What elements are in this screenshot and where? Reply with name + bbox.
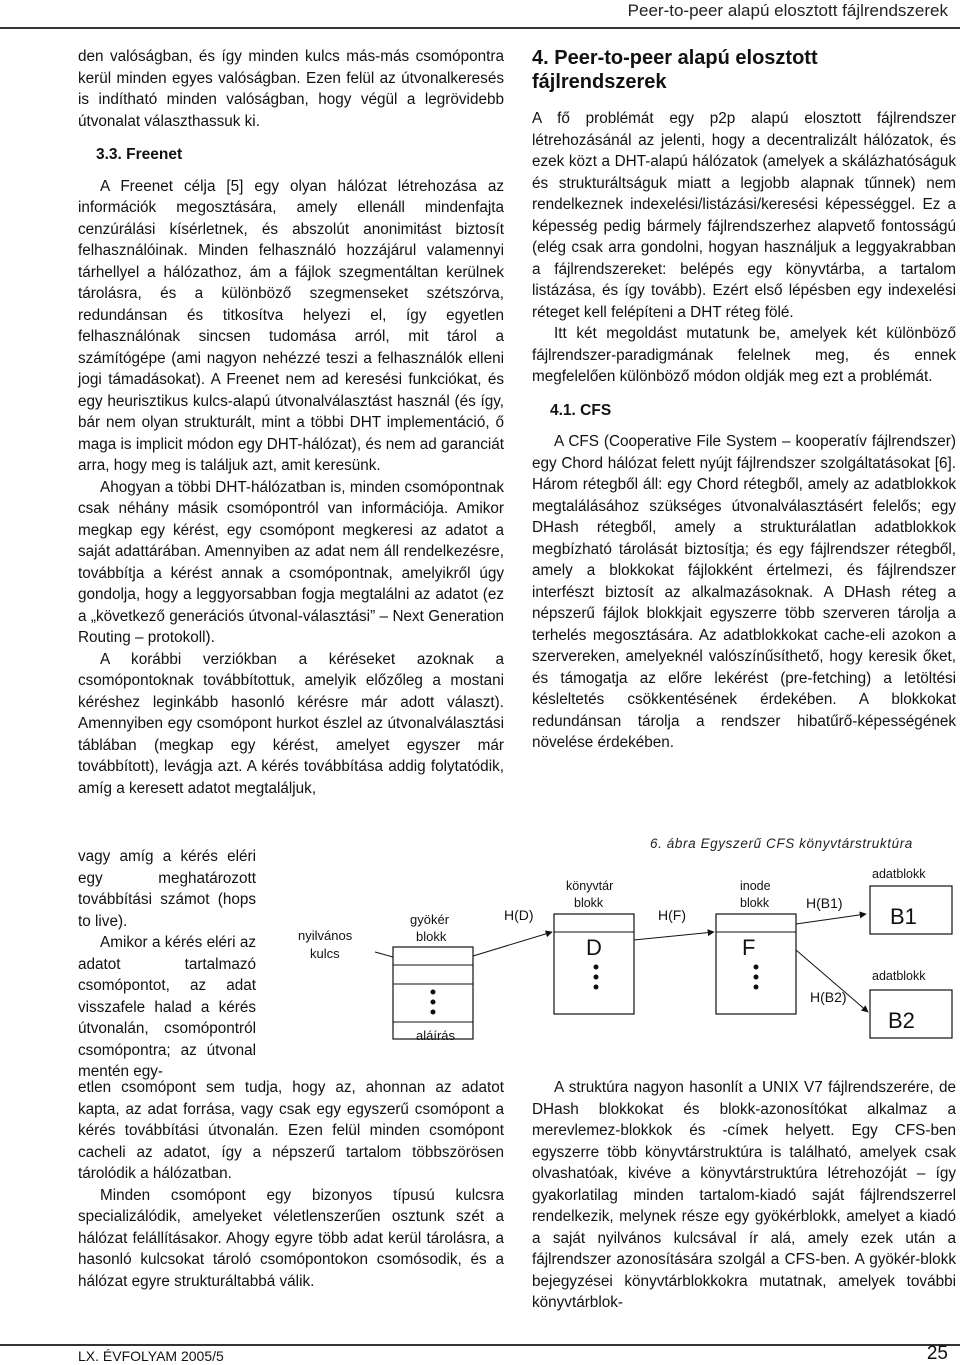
inode-letter: F xyxy=(742,935,756,960)
right-paragraph-4: A struktúra nagyon hasonlít a UNIX V7 fájlrendszerére, de DHash blokkokat és blokk-azonosítókat alkalmaz a merevlemez-blokkok és -címek helyett. Egy CFS-ben egyszerre több könyvtárstruktúra is található, amelyek csak olvashatóak, kivéve a könyvtárstruktúra létrehozóját – így gyakorlatilag minden tartalom-kiadó saját fájlrendszerrel rendelkezik, melynek része egy gyökérblokk, amelyet a kiadó a saját nyilvános kulcsával ír alá, amely ezek után a fájlrendszer azonosítására szolgál a CFS-ben. A gyökér-blokk bejegyzései könyvtárblokkokra mutatnak, amelyek további könyvtárblok- xyxy=(532,1079,956,1311)
inode-label-1: inode xyxy=(740,879,771,893)
hf-arrow xyxy=(634,932,714,940)
cfs-subheading: 4.1. CFS xyxy=(550,401,612,419)
public-key-line xyxy=(375,952,393,957)
figure-caption: 6. ábra Egyszerű CFS könyvtárstruktúra xyxy=(650,836,913,851)
dir-dot-1 xyxy=(594,965,599,970)
public-key-label-2: kulcs xyxy=(310,946,340,961)
hb1-label: H(B1) xyxy=(806,895,843,911)
root-dot-1 xyxy=(431,990,436,995)
b2-letter: B2 xyxy=(888,1008,915,1033)
dir-dot-3 xyxy=(594,985,599,990)
right-paragraph-1: A fő problémát egy p2p alapú elosztott fájlrendszer létrehozásánál az jelenti, hogy a decentralizált hálózatok, és ezek közt a DHT-alapú hálózatok (amelyek a skálázhatóságuk és strukturáltságuk miatt a legjobb alapnak tűnnek) nem rendelkeznek indexelési/listázási/keresési képességgel. Ez a képesség pedig bármely fájlrendszerhez alapvető fontosságú (elég csak arra gondolni, hogyan használjuk a leggyakrabban a fájlrendszereket: belépés egy könyvtárba, a tartalom listázása, és így tovább). Ezért első lépésben egy indexelési réteget kell felépíteni a DHT réteg fölé. xyxy=(532,110,956,321)
left-paragraph-1: den valóságban, és így minden kulcs más-más csomópontra kerül minden egyes valóságban. Ezen felül az útvonalkeresés is indítható minden valóságban, hogy végül a legrövidebb útvonalat választhassuk ki. xyxy=(78,48,504,130)
data-block-label-2: adatblokk xyxy=(872,969,926,983)
footer-rule xyxy=(0,1344,960,1346)
page-number: 25 xyxy=(926,1343,948,1364)
inode-dot-3 xyxy=(754,985,759,990)
root-block-label-2: blokk xyxy=(416,929,447,944)
left-paragraph-3: Ahogyan a többi DHT-hálózatban is, minden csomópontnak csak néhány másik csomópontról van információja. Amikor megkap egy kérést, egy csomópont megkeresi az adatot a saját adattárában. Amennyiben az adat nem áll rendelkezésre, továbbítja a kérést annak a csomópontnak, amelyikről úgy gondolja, hogy a leggyorsabban fogja megtalálni az adatot (ez a „következő generációs útvonal-választási” – Next Generation Routing – protokoll). xyxy=(78,478,504,646)
root-dot-2 xyxy=(431,1000,436,1005)
b1-letter: B1 xyxy=(890,904,917,929)
section-heading: 4. Peer-to-peer alapú elosztott fájlrendszerek xyxy=(532,47,818,93)
public-key-label-1: nyilvános xyxy=(298,928,353,943)
left-column-wrap xyxy=(78,846,256,1083)
data-block-label-1: adatblokk xyxy=(872,867,926,881)
journal-volume: LX. ÉVFOLYAM 2005/5 xyxy=(78,1348,224,1364)
signature-label: aláírás xyxy=(416,1028,456,1043)
hb1-arrow xyxy=(796,914,866,924)
root-dot-3 xyxy=(431,1010,436,1015)
running-title: Peer-to-peer alapú elosztott fájlrendszerek xyxy=(627,1,948,20)
left-paragraph-6: Minden csomópont egy bizonyos típusú kulcsra specializálódik, amelyeket véletlenszerűen osztunk szét a hálózat felállításakor. Ahogy egyre több adat kerül tárolásra, a hasonló kulcsokat tároló csomópontokon csomósodik, és a hálózat egyre strukturáltabbá válik. xyxy=(78,1186,504,1290)
hd-label: H(D) xyxy=(504,907,534,923)
inode-block-box xyxy=(716,914,796,1014)
left-column xyxy=(78,46,504,799)
header-rule xyxy=(0,27,960,29)
left-paragraph-2: A Freenet célja [5] egy olyan hálózat létrehozása az információk megosztására, amely ellenáll mindenfajta cenzúrálási kísérletnek, és abszolút anonimitást biztosít felhasználóinak. Minden felhasználó hozzájárul valamennyi tárhellyel a hálózathoz, ám a fájlok szegmentáltan kerülnek tárolásra, és a különböző szegmenseket szétszórva, redundánsan és titkosítva helyezi el, így egyetlen felhasználónak sincsen tudomása arról, mit tárol a számítógépe (ami nagyon nehézzé teszi a felhasználók elleni jogi támadásokat). A Freenet nem ad keresési funkciókat, és egy heurisztikus kulcs-alapú útvonalválasztást használ (és így, bár nem olyan strukturált, mint a többi DHT implementáció, ő maga is implicit módon egy DHT-hálózat), és nem ad garanciát arra, hogy meg is találjuk azt, amit keresünk. xyxy=(78,177,504,474)
dir-dot-2 xyxy=(594,975,599,980)
left-paragraph-5-wrap: Amikor a kérés eléri az adatot tartalmazó csomópontot, az adat visszafele halad a kérés útvonalán, csomópontról csomópontra; az útvonal mentén egy- xyxy=(78,934,256,1080)
hd-arrow xyxy=(473,932,552,956)
dir-letter: D xyxy=(586,935,602,960)
left-paragraph-4: A korábbi verziókban a kéréseket azoknak a csomópontoknak továbbítottuk, amelyik előzőleg a mostani kéréshez leginkább hasonló kérésre már adott választ). Amennyiben egy csomópont hurkot észlel az útvonalválasztási táblában (megkap egy kérést, amelyet egyszer már továbbított), levágja azt. A kérés továbbítása addig folytatódik, amíg a keresett adatot megtaláljuk, xyxy=(78,650,504,797)
dir-block-label-1: könyvtár xyxy=(566,879,614,893)
left-paragraph-4-wrap: vagy amíg a kérés eléri egy meghatározott továbbítási számot (hops to live). xyxy=(78,848,256,930)
left-paragraph-5-rest: etlen csomópont sem tudja, hogy az, ahonnan az adatot kapta, az adat forrása, vagy csak egy egyszerű csomópont a kérés továbbítási útvonalán. Ezen felül minden csomópont cacheli az adatot, így a népszerű tartalom többszörösen tárolódik a hálózatban. xyxy=(78,1079,504,1182)
dir-block-label-2: blokk xyxy=(574,896,604,910)
inode-dot-2 xyxy=(754,975,759,980)
cfs-directory-figure xyxy=(258,862,958,1082)
freenet-subheading: 3.3. Freenet xyxy=(96,146,183,163)
left-column-bottom xyxy=(78,1077,504,1292)
root-block-label-1: gyökér xyxy=(410,912,450,927)
right-column-bottom xyxy=(532,1077,956,1314)
dir-block-box xyxy=(554,914,634,1014)
right-paragraph-2: Itt két megoldást mutatunk be, amelyek két különböző fájlrendszer-paradigmának felelnek meg, és ennek megfelelően különböző módon oldják meg ezt a problémát. xyxy=(532,325,956,385)
hb2-label: H(B2) xyxy=(810,989,847,1005)
inode-label-2: blokk xyxy=(740,896,770,910)
hf-label: H(F) xyxy=(658,907,686,923)
right-paragraph-3: A CFS (Cooperative File System – kooperatív fájlrendszer) egy Chord hálózat felett nyújt fájlrendszer szolgáltatásokat [6]. Három rétegből áll: egy Chord rétegből, amely az adatblokkok megtalálásához szükséges útvonalválasztásért felelős; egy DHash rétegből, amely a strukturálatlan adatblokkok megbízható tárolását biztosítja; és egy fájlrendszer rétegből, amely a blokkokat fájlokként értelmezi, és fájlrendszer interfészt biztosít az alkalmazásoknak. A DHash réteg a népszerű fájlok blokkjait egyszerre több szerveren tárolja a terhelés megosztására. Az adatblokkokat cache-eli azokon a szervereken, amelyeknél valószínűsíthető, hogy keresik őket, és támogatja az előre lekérést (pre-fetching) a letöltési késleltetés csökkentésének érdekében. A blokkokat redundánsan tárolja a rendszer hibatűrő-képességének növelése érdekében. xyxy=(532,433,956,751)
inode-dot-1 xyxy=(754,965,759,970)
right-column xyxy=(532,46,956,754)
